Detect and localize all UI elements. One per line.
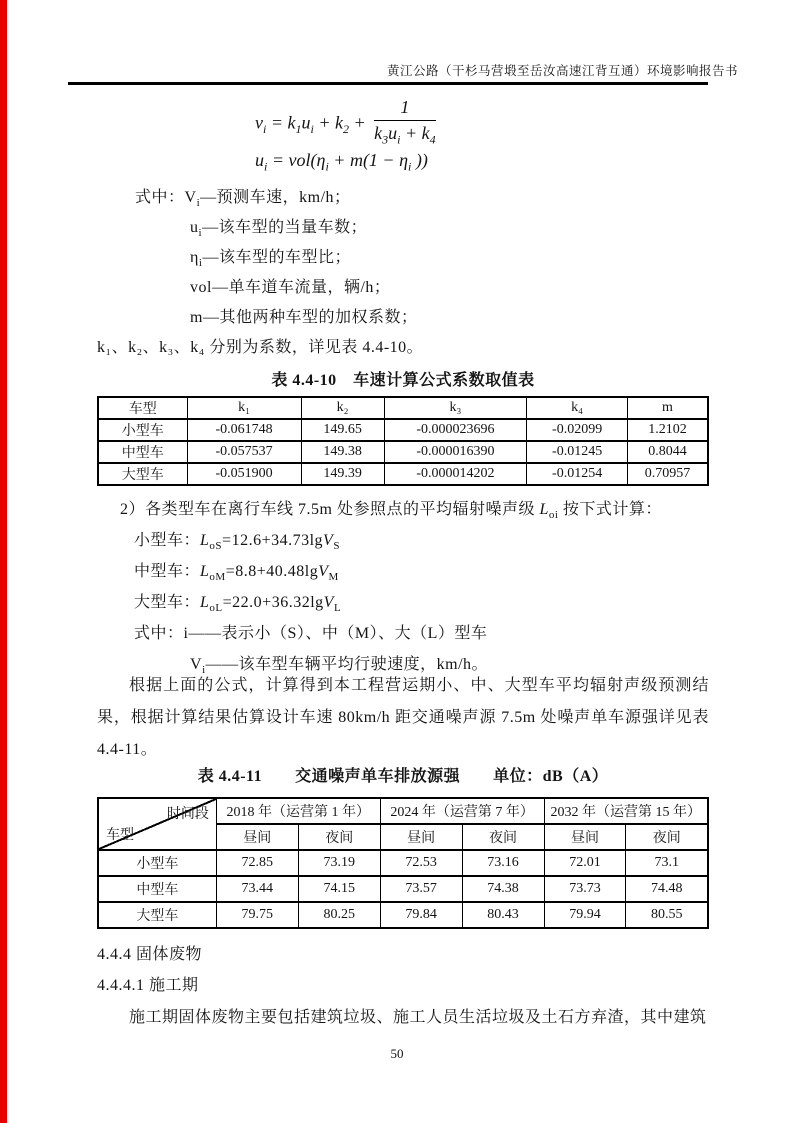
formula-op: + — [349, 112, 371, 133]
formula-term: v — [255, 112, 263, 133]
symbol-sub: oS — [209, 540, 223, 553]
symbol: V — [323, 532, 334, 549]
symbol: η — [190, 249, 199, 266]
where-definition-line — [190, 274, 390, 299]
intro-text: 按下式计算： — [558, 501, 662, 518]
symbol: L — [539, 501, 549, 518]
cell: 79.94 — [544, 902, 626, 928]
equation-body: =22.0+36.32lg — [222, 594, 324, 611]
table-row — [98, 850, 708, 876]
definition-text: —该车型的车型比； — [202, 249, 351, 266]
cell: -0.02099 — [527, 419, 628, 441]
symbol-sub: i — [198, 227, 203, 240]
cell: 72.01 — [544, 850, 626, 876]
row-label: 大型车 — [98, 902, 216, 928]
paragraph-construction-waste: 施工期固体废物主要包括建筑垃圾、施工人员生活垃圾及土石方弃渣，其中建筑 — [129, 1009, 707, 1026]
intro-text: 2）各类型车在离行车线 7.5m 处参照点的平均辐射噪声级 — [120, 501, 540, 518]
row-label: 大型车 — [98, 463, 187, 485]
diagonal-header-cell — [98, 798, 216, 850]
formula-op: )) — [411, 150, 428, 170]
definition-text: ——该车型车辆平均行驶速度，km/h。 — [205, 656, 489, 673]
cell: -0.051900 — [187, 463, 301, 485]
formula-volume — [255, 150, 428, 175]
formula-sub: i — [408, 159, 412, 174]
where-definition-line — [134, 620, 487, 643]
cell: 74.38 — [462, 876, 544, 902]
fraction-numerator: 1 — [374, 97, 436, 121]
cell: -0.000023696 — [384, 419, 527, 441]
row-label: 中型车 — [98, 876, 216, 902]
symbol: L — [200, 563, 210, 580]
cell: 149.39 — [301, 463, 384, 485]
equation-body: =12.6+34.73lg — [222, 532, 324, 549]
vehicle-label: 大型车： — [134, 594, 201, 611]
where-definition-line — [190, 304, 417, 329]
radiation-intro — [120, 496, 662, 521]
definition-text: i——表示小（S）、中（M）、大（L）型车 — [183, 625, 488, 642]
formula-term: η — [399, 150, 409, 170]
cell: 80.55 — [626, 902, 708, 928]
formula-op: + — [328, 150, 350, 170]
formula-term: u — [388, 123, 398, 143]
cell: 80.43 — [462, 902, 544, 928]
formula-term: vol — [288, 150, 311, 170]
table-row — [98, 463, 708, 485]
row-label: 小型车 — [98, 419, 187, 441]
symbol: V — [323, 594, 334, 611]
cell: 72.53 — [380, 850, 462, 876]
col-header: k₁ — [187, 397, 301, 419]
formula-op: + — [313, 112, 335, 133]
year-header: 2032 年（运营第 15 年） — [544, 798, 708, 824]
table-4-4-11 — [97, 797, 709, 929]
table-row — [98, 441, 708, 463]
year-header: 2018 年（运营第 1 年） — [216, 798, 380, 824]
corner-label-vehicle: 车型 — [106, 828, 134, 843]
cell: 73.44 — [216, 876, 298, 902]
formula-op: ( — [310, 150, 317, 170]
symbol-sub: i — [198, 257, 203, 270]
symbol: L — [200, 594, 210, 611]
formula-term: k — [374, 123, 383, 143]
col-header: 车型 — [98, 397, 187, 419]
symbol-sub: S — [333, 540, 340, 553]
table-4-4-10-title: 表 4.4-10 车速计算公式系数取值表 — [271, 372, 535, 389]
formula-term: k — [421, 123, 430, 143]
formula-term: k — [287, 112, 296, 133]
symbol: V — [184, 189, 197, 206]
table-row — [98, 419, 708, 441]
where-prefix: 式中： — [135, 189, 185, 206]
formula-sub: 1 — [295, 122, 302, 137]
cell: -0.000016390 — [384, 441, 527, 463]
equation-body: =8.8+40.48lg — [225, 563, 319, 580]
noise-formula-small-car — [134, 527, 340, 552]
year-header: 2024 年（运营第 7 年） — [380, 798, 544, 824]
formula-sub: 4 — [429, 132, 436, 147]
symbol-sub: M — [328, 571, 339, 584]
period-header: 夜间 — [462, 824, 544, 850]
col-header: k₃ — [384, 397, 527, 419]
where-definition-line — [135, 184, 351, 209]
symbol: L — [200, 532, 210, 549]
table-4-4-11-title: 表 4.4-11 交通噪声单车排放源强 单位：dB（A） — [197, 768, 609, 785]
definition-text: —单车道车流量，辆/h； — [211, 279, 391, 296]
row-label: 中型车 — [98, 441, 187, 463]
cell: 73.73 — [544, 876, 626, 902]
period-header: 夜间 — [626, 824, 708, 850]
col-header: k₂ — [301, 397, 384, 419]
symbol-sub: oi — [548, 509, 559, 522]
table-header-row — [98, 397, 708, 419]
noise-formula-large-car — [134, 589, 341, 614]
formula-term: u — [255, 150, 264, 170]
cell: 0.8044 — [627, 441, 708, 463]
cell: -0.061748 — [187, 419, 301, 441]
symbol-sub: i — [196, 197, 201, 210]
table-row — [98, 876, 708, 902]
formula-sub: i — [325, 159, 329, 174]
formula-sub: i — [397, 132, 401, 147]
table-row — [98, 902, 708, 928]
formula-sub: 3 — [382, 132, 389, 147]
cell: -0.057537 — [187, 441, 301, 463]
where-definition-line — [190, 244, 351, 269]
period-header: 昼间 — [380, 824, 462, 850]
symbol-sub: oL — [209, 602, 223, 615]
formula-term: m — [349, 150, 363, 170]
formula-term: u — [301, 112, 311, 133]
cell: -0.01254 — [527, 463, 628, 485]
symbol: vol — [190, 279, 212, 296]
cell: 79.75 — [216, 902, 298, 928]
vehicle-label: 中型车： — [134, 563, 201, 580]
symbol-sub: i — [202, 664, 206, 677]
period-header: 昼间 — [216, 824, 298, 850]
symbol: V — [190, 656, 203, 673]
table-header-row — [98, 798, 708, 824]
formula-op: = — [266, 112, 288, 133]
formula-op: (1 − — [362, 150, 400, 170]
formula-sub: i — [264, 159, 268, 174]
symbol: m — [190, 309, 203, 326]
cell: -0.01245 — [527, 441, 628, 463]
row-label: 小型车 — [98, 850, 216, 876]
period-header: 昼间 — [544, 824, 626, 850]
cell: 73.57 — [380, 876, 462, 902]
col-header: m — [627, 397, 708, 419]
cell: 80.25 — [298, 902, 380, 928]
cell: 0.70957 — [627, 463, 708, 485]
definition-text: —该车型的当量车数； — [202, 219, 368, 236]
symbol-sub: L — [333, 602, 342, 615]
cell: 72.85 — [216, 850, 298, 876]
formula-sub: i — [310, 122, 314, 137]
formula-op: + — [400, 123, 422, 143]
vehicle-label: 小型车： — [134, 532, 201, 549]
table-4-4-10 — [97, 396, 709, 486]
definition-text: —预测车速，km/h； — [200, 189, 351, 206]
formula-sub: 2 — [343, 122, 349, 137]
where-prefix: 式中： — [134, 625, 184, 642]
formula-speed — [255, 99, 436, 150]
symbol: V — [318, 563, 329, 580]
symbol: u — [190, 219, 199, 236]
formula-op: = — [267, 150, 289, 170]
left-accent-bar — [0, 0, 7, 1123]
fraction — [374, 97, 436, 148]
corner-label-time: 时间段 — [166, 807, 209, 822]
noise-formula-medium-car — [134, 558, 339, 583]
header-rule — [68, 82, 708, 85]
definition-text: —其他两种车型的加权系数； — [202, 309, 418, 326]
cell: 149.38 — [301, 441, 384, 463]
col-header: k₄ — [527, 397, 628, 419]
cell: 74.48 — [626, 876, 708, 902]
cell: 74.15 — [298, 876, 380, 902]
formula-sub: i — [263, 122, 267, 137]
symbol-sub: oM — [209, 571, 226, 584]
paragraph-noise-prediction: 根据上面的公式，计算得到本工程营运期小、中、大型车平均辐射声级预测结果，根据计算结果估算设计车速 80km/h 距交通噪声源 7.5m 处噪声单车源强详见表 4.4-11。 — [97, 677, 709, 758]
period-header: 夜间 — [298, 824, 380, 850]
where-definition-line — [190, 214, 367, 239]
section-heading-4-4-4: 4.4.4 固体废物 — [97, 946, 203, 963]
cell: 149.65 — [301, 419, 384, 441]
fraction-denominator — [374, 121, 436, 148]
cell: 1.2102 — [627, 419, 708, 441]
cell: 79.84 — [380, 902, 462, 928]
section-heading-4-4-4-1: 4.4.4.1 施工期 — [97, 977, 199, 994]
cell: 73.19 — [298, 850, 380, 876]
cell: 73.1 — [626, 850, 708, 876]
page-header-title: 黄江公路（干杉马营塅至岳汝高速江背互通）环境影响报告书 — [386, 64, 738, 78]
cell: 73.16 — [462, 850, 544, 876]
formula-term: k — [335, 112, 343, 133]
coefficient-note: k₁、k₂、k₃、k₄ 分别为系数，详见表 4.4-10。 — [97, 339, 424, 356]
formula-term: η — [316, 150, 326, 170]
page-number: 50 — [390, 1046, 404, 1061]
cell: -0.000014202 — [384, 463, 527, 485]
